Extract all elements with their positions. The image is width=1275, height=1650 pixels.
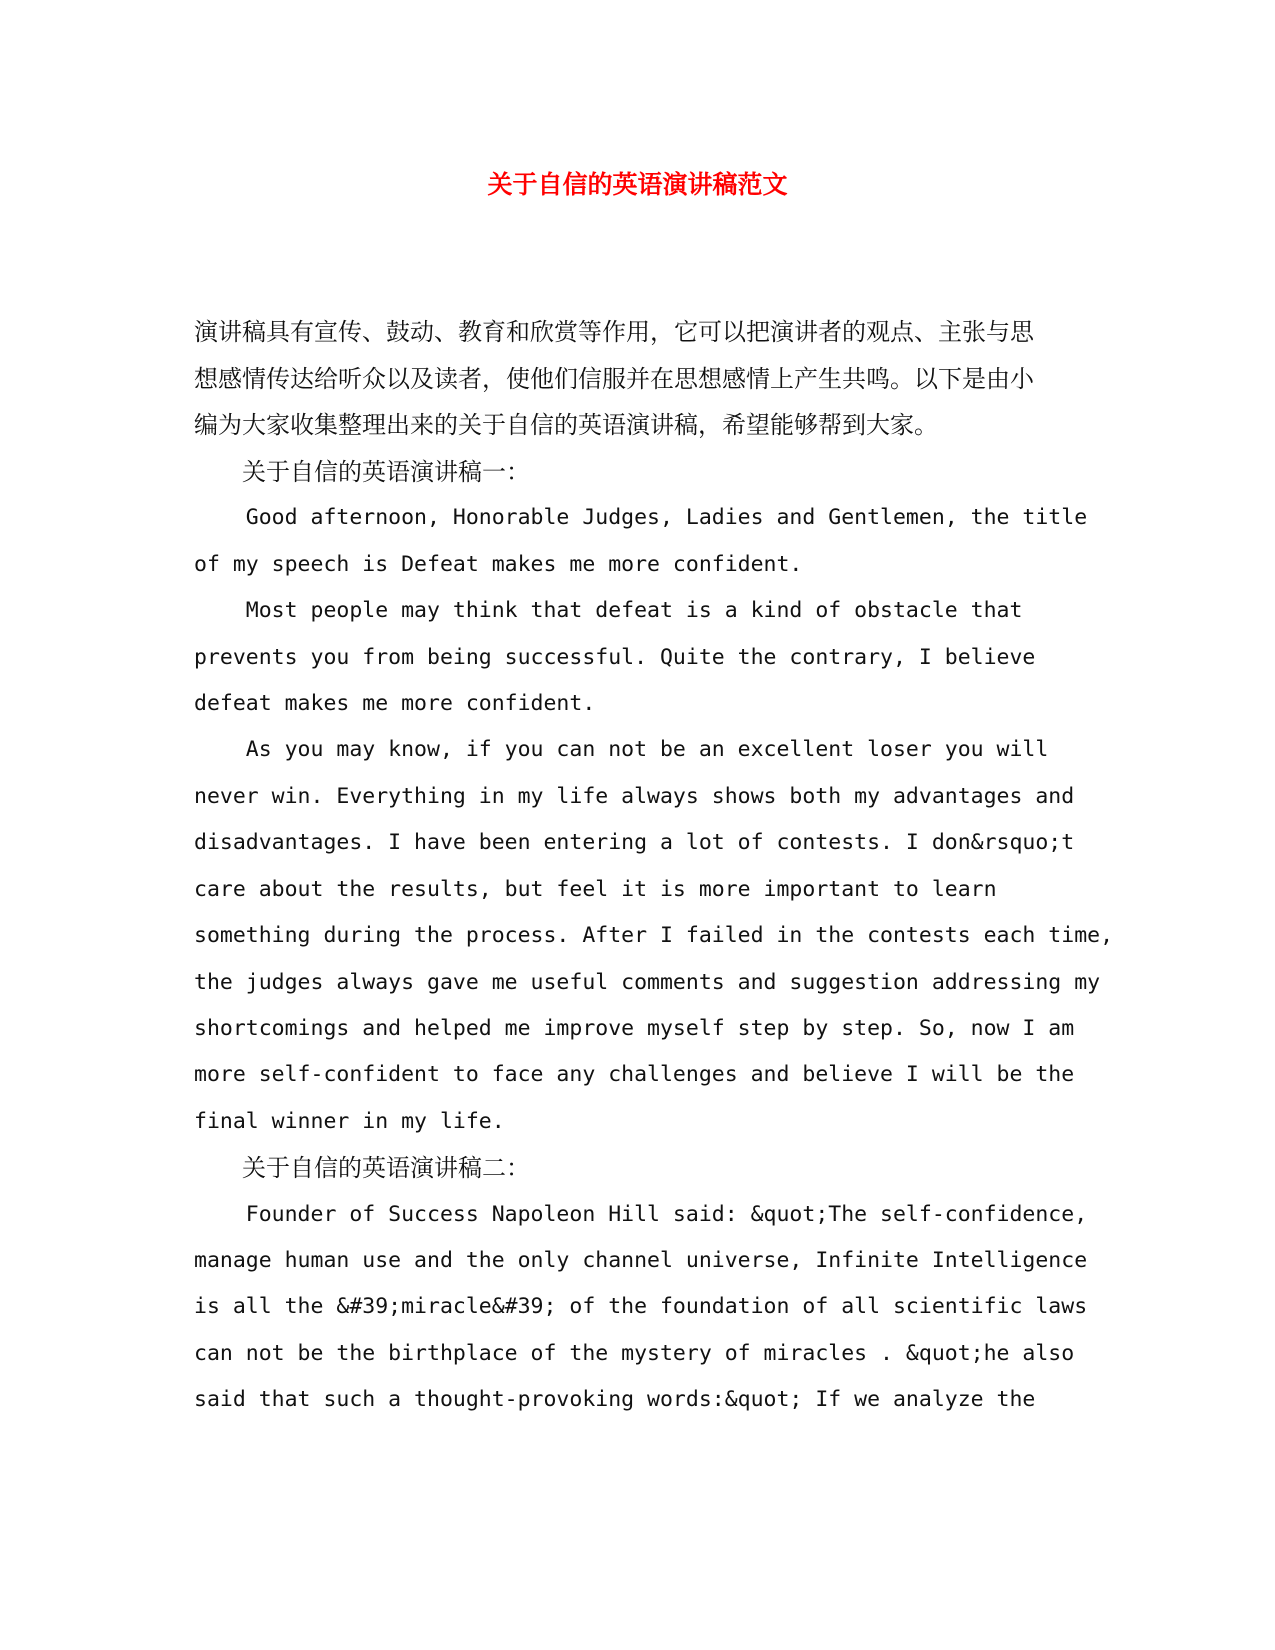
body-line: shortcomings and helped me improve myself step by step. So, now I am [194,1016,1075,1041]
body-line: the judges always gave me useful comments and suggestion addressing my [194,970,1101,995]
body-line: prevents you from being successful. Quite the contrary, I believe [194,645,1036,670]
body-line: 演讲稿具有宣传、鼓动、教育和欣赏等作用，它可以把演讲者的观点、主张与思 [194,318,1034,346]
body-line: never win. Everything in my life always shows both my advantages and [194,784,1075,809]
body-line: 想感情传达给听众以及读者，使他们信服并在思想感情上产生共鸣。以下是由小 [194,365,1034,393]
body-line: Most people may think that defeat is a kind of obstacle that [194,598,1023,623]
body-line: care about the results, but feel it is more important to learn [194,877,997,902]
section-heading: 关于自信的英语演讲稿一： [194,458,530,486]
body-line: can not be the birthplace of the mystery of miracles . &quot;he also [194,1341,1075,1366]
body-line: As you may know, if you can not be an excellent loser you will [194,737,1049,762]
body-line: Good afternoon, Honorable Judges, Ladies and Gentlemen, the title [194,505,1088,530]
body-line: is all the &#39;miracle&#39; of the foundation of all scientific laws [194,1294,1088,1319]
body-line: something during the process. After I failed in the contests each time, [194,923,1114,948]
body-line: manage human use and the only channel universe, Infinite Intelligence [194,1248,1088,1273]
body-line: Founder of Success Napoleon Hill said: &quot;The self-confidence, [194,1202,1088,1227]
document-title: 关于自信的英语演讲稿范文 [487,170,788,199]
body-line: final winner in my life. [194,1109,505,1134]
body-line: of my speech is Defeat makes me more confident. [194,552,803,577]
body-line: more self-confident to face any challenges and believe I will be the [194,1062,1075,1087]
section-heading: 关于自信的英语演讲稿二： [194,1154,530,1182]
body-line: said that such a thought-provoking words:&quot; If we analyze the [194,1387,1036,1412]
body-line: defeat makes me more confident. [194,691,596,716]
body-line: 编为大家收集整理出来的关于自信的英语演讲稿，希望能够帮到大家。 [194,411,938,439]
body-line: disadvantages. I have been entering a lot of contests. I don&rsquo;t [194,830,1075,855]
